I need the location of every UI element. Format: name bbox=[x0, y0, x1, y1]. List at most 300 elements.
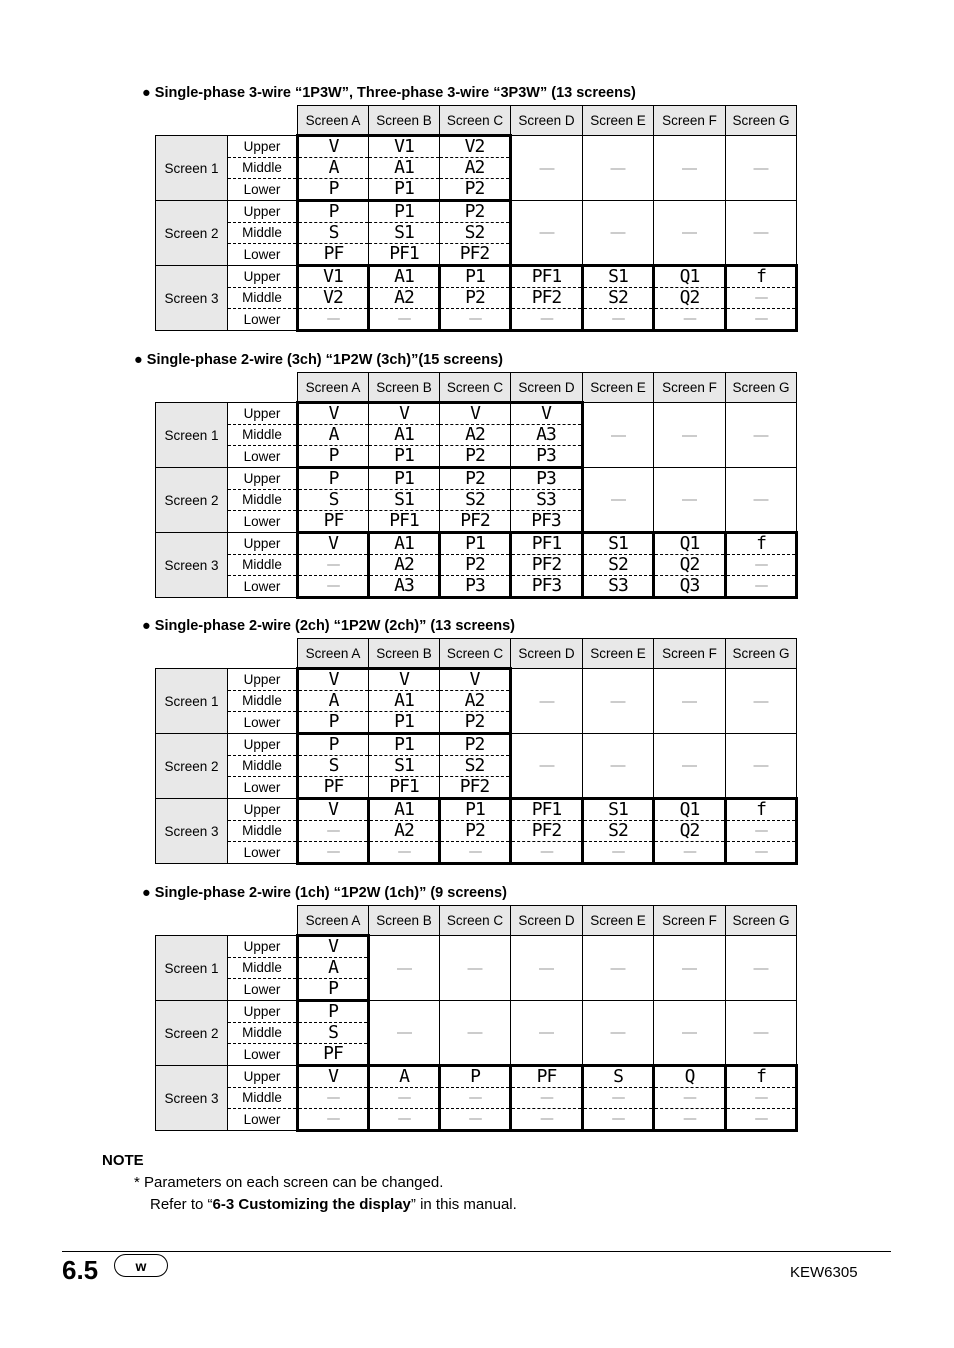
empty-value-dash: — bbox=[583, 1001, 654, 1066]
table-row bbox=[156, 288, 797, 309]
display-parameter: — bbox=[726, 842, 797, 864]
screen-name: Screen 2 bbox=[156, 1001, 228, 1066]
display-parameter: V1 bbox=[369, 136, 440, 158]
display-parameter: P bbox=[298, 979, 369, 1001]
display-parameter: — bbox=[654, 1109, 726, 1131]
position-label: Lower bbox=[228, 179, 298, 201]
display-parameter: V bbox=[298, 669, 369, 691]
table-row bbox=[156, 201, 797, 223]
w-icon-label: w bbox=[135, 1258, 147, 1274]
position-label: Lower bbox=[228, 777, 298, 799]
display-parameter: P2 bbox=[440, 821, 511, 842]
display-parameter: S1 bbox=[583, 266, 654, 288]
section-title-1p2w-3ch: ● Single-phase 2-wire (3ch) “1P2W (3ch)”(15 screens) bbox=[134, 352, 503, 368]
empty-value-dash: — bbox=[726, 403, 797, 468]
column-header: Screen D bbox=[511, 106, 583, 136]
screen-name: Screen 1 bbox=[156, 669, 228, 734]
display-parameter: PF1 bbox=[511, 799, 583, 821]
display-parameter: P2 bbox=[440, 446, 511, 468]
empty-value-dash: — bbox=[511, 1001, 583, 1066]
display-parameter: P bbox=[440, 1066, 511, 1088]
display-parameter: — bbox=[440, 1088, 511, 1109]
empty-value-dash: — bbox=[726, 669, 797, 734]
display-parameter: PF3 bbox=[511, 511, 583, 533]
screen-name: Screen 2 bbox=[156, 201, 228, 266]
display-parameter: P bbox=[298, 468, 369, 490]
column-header: Screen D bbox=[511, 373, 583, 403]
display-parameter: PF1 bbox=[511, 533, 583, 555]
display-parameter: P3 bbox=[511, 468, 583, 490]
display-parameter: PF bbox=[511, 1066, 583, 1088]
column-header: Screen C bbox=[440, 373, 511, 403]
screen-table-1p2w-2ch bbox=[155, 638, 798, 865]
position-label: Lower bbox=[228, 309, 298, 331]
display-parameter: — bbox=[726, 576, 797, 598]
column-header: Screen F bbox=[654, 106, 726, 136]
empty-value-dash: — bbox=[726, 468, 797, 533]
note-line-2-suffix: ” in this manual. bbox=[410, 1196, 517, 1213]
column-header: Screen B bbox=[369, 106, 440, 136]
position-label: Middle bbox=[228, 425, 298, 446]
position-label: Middle bbox=[228, 490, 298, 511]
display-parameter: — bbox=[511, 842, 583, 864]
position-label: Upper bbox=[228, 266, 298, 288]
display-parameter: Q2 bbox=[654, 821, 726, 842]
display-parameter: P1 bbox=[369, 179, 440, 201]
display-parameter: P1 bbox=[440, 533, 511, 555]
empty-value-dash: — bbox=[583, 136, 654, 201]
display-parameter: P bbox=[298, 201, 369, 223]
column-header: Screen A bbox=[298, 373, 369, 403]
display-parameter: f bbox=[726, 799, 797, 821]
display-parameter: P bbox=[298, 734, 369, 756]
empty-value-dash: — bbox=[654, 201, 726, 266]
display-parameter: V1 bbox=[298, 266, 369, 288]
display-parameter: PF bbox=[298, 777, 369, 799]
screen-name: Screen 1 bbox=[156, 936, 228, 1001]
display-parameter: P bbox=[298, 179, 369, 201]
display-parameter: S2 bbox=[440, 223, 511, 244]
empty-value-dash: — bbox=[511, 734, 583, 799]
position-label: Lower bbox=[228, 511, 298, 533]
empty-value-dash: — bbox=[583, 201, 654, 266]
column-header: Screen A bbox=[298, 106, 369, 136]
display-parameter: Q2 bbox=[654, 555, 726, 576]
column-header: Screen C bbox=[440, 639, 511, 669]
display-parameter: P2 bbox=[440, 201, 511, 223]
table-row bbox=[156, 533, 797, 555]
position-label: Upper bbox=[228, 1001, 298, 1023]
empty-value-dash: — bbox=[440, 936, 511, 1001]
column-header: Screen C bbox=[440, 106, 511, 136]
display-parameter: A1 bbox=[369, 533, 440, 555]
empty-value-dash: — bbox=[726, 136, 797, 201]
position-label: Middle bbox=[228, 1023, 298, 1044]
empty-value-dash: — bbox=[583, 734, 654, 799]
display-parameter: — bbox=[440, 1109, 511, 1131]
display-parameter: — bbox=[654, 309, 726, 331]
empty-value-dash: — bbox=[511, 136, 583, 201]
empty-value-dash: — bbox=[654, 936, 726, 1001]
note-line-2-prefix: Refer to “ bbox=[150, 1196, 213, 1213]
empty-value-dash: — bbox=[654, 734, 726, 799]
empty-value-dash: — bbox=[583, 669, 654, 734]
display-parameter: S2 bbox=[440, 490, 511, 511]
table-row bbox=[156, 821, 797, 842]
display-parameter: — bbox=[726, 821, 797, 842]
column-header: Screen E bbox=[583, 639, 654, 669]
table-row bbox=[156, 403, 797, 425]
display-parameter: S1 bbox=[583, 799, 654, 821]
display-parameter: PF1 bbox=[369, 777, 440, 799]
display-parameter: A1 bbox=[369, 691, 440, 712]
position-label: Upper bbox=[228, 468, 298, 490]
section-title-1p3w: ● Single-phase 3-wire “1P3W”, Three-phase 3-wire “3P3W” (13 screens) bbox=[142, 85, 636, 101]
display-parameter: A2 bbox=[369, 821, 440, 842]
position-label: Lower bbox=[228, 244, 298, 266]
header-row bbox=[156, 373, 797, 403]
display-parameter: PF1 bbox=[511, 266, 583, 288]
display-parameter: P1 bbox=[369, 712, 440, 734]
display-parameter: — bbox=[654, 1088, 726, 1109]
note-reference-link-text: 6-3 Customizing the display bbox=[212, 1196, 411, 1213]
display-parameter: S bbox=[298, 756, 369, 777]
display-parameter: P bbox=[298, 1001, 369, 1023]
display-parameter: P2 bbox=[440, 555, 511, 576]
position-label: Lower bbox=[228, 712, 298, 734]
display-parameter: S1 bbox=[369, 223, 440, 244]
position-label: Middle bbox=[228, 158, 298, 179]
display-parameter: V bbox=[440, 669, 511, 691]
position-label: Middle bbox=[228, 1088, 298, 1109]
column-header: Screen F bbox=[654, 906, 726, 936]
display-parameter: S1 bbox=[583, 533, 654, 555]
table-row bbox=[156, 734, 797, 756]
display-parameter: — bbox=[726, 309, 797, 331]
note-line-1: * Parameters on each screen can be changed. bbox=[134, 1174, 444, 1191]
display-parameter: P2 bbox=[440, 468, 511, 490]
position-label: Upper bbox=[228, 799, 298, 821]
position-label: Lower bbox=[228, 979, 298, 1001]
position-label: Upper bbox=[228, 403, 298, 425]
position-label: Lower bbox=[228, 576, 298, 598]
display-parameter: PF2 bbox=[440, 511, 511, 533]
display-parameter: P2 bbox=[440, 734, 511, 756]
w-icon bbox=[114, 1254, 168, 1277]
display-parameter: P2 bbox=[440, 288, 511, 309]
display-parameter: PF3 bbox=[511, 576, 583, 598]
display-parameter: S2 bbox=[440, 756, 511, 777]
display-parameter: — bbox=[298, 555, 369, 576]
screen-name: Screen 3 bbox=[156, 266, 228, 331]
empty-value-dash: — bbox=[654, 669, 726, 734]
table-row bbox=[156, 309, 797, 331]
column-header: Screen D bbox=[511, 639, 583, 669]
display-parameter: P2 bbox=[440, 179, 511, 201]
position-label: Middle bbox=[228, 958, 298, 979]
display-parameter: V bbox=[298, 136, 369, 158]
screen-table-1p2w-1ch bbox=[155, 905, 798, 1132]
position-label: Middle bbox=[228, 756, 298, 777]
position-label: Lower bbox=[228, 1109, 298, 1131]
blank-cell bbox=[156, 639, 298, 669]
display-parameter: S1 bbox=[369, 490, 440, 511]
column-header: Screen E bbox=[583, 373, 654, 403]
display-parameter: A bbox=[298, 158, 369, 179]
empty-value-dash: — bbox=[726, 1001, 797, 1066]
empty-value-dash: — bbox=[369, 936, 440, 1001]
display-parameter: S2 bbox=[583, 288, 654, 309]
empty-value-dash: — bbox=[583, 936, 654, 1001]
display-parameter: S2 bbox=[583, 555, 654, 576]
display-parameter: PF1 bbox=[369, 244, 440, 266]
position-label: Upper bbox=[228, 1066, 298, 1088]
display-parameter: P1 bbox=[369, 734, 440, 756]
display-parameter: A bbox=[298, 691, 369, 712]
display-parameter: A3 bbox=[369, 576, 440, 598]
empty-value-dash: — bbox=[726, 936, 797, 1001]
column-header: Screen E bbox=[583, 906, 654, 936]
table-row bbox=[156, 576, 797, 598]
display-parameter: S3 bbox=[583, 576, 654, 598]
display-parameter: PF2 bbox=[511, 555, 583, 576]
display-parameter: S bbox=[298, 490, 369, 511]
display-parameter: A2 bbox=[440, 425, 511, 446]
column-header: Screen G bbox=[726, 906, 797, 936]
footer-divider bbox=[62, 1251, 891, 1252]
table-row bbox=[156, 1088, 797, 1109]
display-parameter: — bbox=[369, 1088, 440, 1109]
display-parameter: Q2 bbox=[654, 288, 726, 309]
display-parameter: V bbox=[440, 403, 511, 425]
display-parameter: — bbox=[511, 1088, 583, 1109]
display-parameter: — bbox=[726, 288, 797, 309]
display-parameter: P1 bbox=[369, 446, 440, 468]
position-label: Upper bbox=[228, 136, 298, 158]
display-parameter: P bbox=[298, 712, 369, 734]
column-header: Screen B bbox=[369, 906, 440, 936]
position-label: Upper bbox=[228, 201, 298, 223]
section-title-1p2w-2ch: ● Single-phase 2-wire (2ch) “1P2W (2ch)” (13 screens) bbox=[142, 618, 515, 634]
display-parameter: f bbox=[726, 266, 797, 288]
display-parameter: — bbox=[511, 1109, 583, 1131]
empty-value-dash: — bbox=[583, 468, 654, 533]
display-parameter: V bbox=[298, 1066, 369, 1088]
empty-value-dash: — bbox=[726, 734, 797, 799]
screen-table-1p2w-3ch bbox=[155, 372, 798, 599]
table-row bbox=[156, 799, 797, 821]
display-parameter: A1 bbox=[369, 799, 440, 821]
display-parameter: S bbox=[298, 1023, 369, 1044]
screen-name: Screen 1 bbox=[156, 403, 228, 468]
page-number: 6.5 bbox=[62, 1255, 99, 1285]
display-parameter: Q bbox=[654, 1066, 726, 1088]
column-header: Screen A bbox=[298, 639, 369, 669]
empty-value-dash: — bbox=[654, 1001, 726, 1066]
table-row bbox=[156, 555, 797, 576]
column-header: Screen G bbox=[726, 639, 797, 669]
table-row bbox=[156, 1001, 797, 1023]
display-parameter: PF1 bbox=[369, 511, 440, 533]
header-row bbox=[156, 906, 797, 936]
display-parameter: f bbox=[726, 533, 797, 555]
table-row bbox=[156, 1066, 797, 1088]
display-parameter: A bbox=[298, 425, 369, 446]
display-parameter: — bbox=[298, 309, 369, 331]
position-label: Upper bbox=[228, 734, 298, 756]
display-parameter: PF2 bbox=[511, 288, 583, 309]
display-parameter: A1 bbox=[369, 266, 440, 288]
position-label: Upper bbox=[228, 669, 298, 691]
display-parameter: V bbox=[369, 669, 440, 691]
display-parameter: — bbox=[583, 309, 654, 331]
display-parameter: V bbox=[369, 403, 440, 425]
column-header: Screen E bbox=[583, 106, 654, 136]
display-parameter: — bbox=[726, 555, 797, 576]
display-parameter: A3 bbox=[511, 425, 583, 446]
position-label: Middle bbox=[228, 288, 298, 309]
display-parameter: PF bbox=[298, 511, 369, 533]
empty-value-dash: — bbox=[511, 669, 583, 734]
display-parameter: — bbox=[583, 1088, 654, 1109]
column-header: Screen F bbox=[654, 639, 726, 669]
display-parameter: A2 bbox=[369, 555, 440, 576]
empty-value-dash: — bbox=[654, 403, 726, 468]
column-header: Screen G bbox=[726, 106, 797, 136]
empty-value-dash: — bbox=[511, 936, 583, 1001]
display-parameter: — bbox=[298, 821, 369, 842]
table-row bbox=[156, 1109, 797, 1131]
display-parameter: P1 bbox=[369, 201, 440, 223]
display-parameter: — bbox=[369, 1109, 440, 1131]
display-parameter: — bbox=[511, 309, 583, 331]
display-parameter: P1 bbox=[440, 799, 511, 821]
display-parameter: V bbox=[511, 403, 583, 425]
display-parameter: P1 bbox=[369, 468, 440, 490]
display-parameter: — bbox=[583, 842, 654, 864]
display-parameter: V bbox=[298, 936, 369, 958]
display-parameter: V bbox=[298, 533, 369, 555]
display-parameter: V bbox=[298, 403, 369, 425]
display-parameter: — bbox=[440, 842, 511, 864]
display-parameter: V2 bbox=[298, 288, 369, 309]
display-parameter: A bbox=[298, 958, 369, 979]
blank-cell bbox=[156, 906, 298, 936]
display-parameter: — bbox=[369, 309, 440, 331]
display-parameter: P3 bbox=[511, 446, 583, 468]
screen-name: Screen 1 bbox=[156, 136, 228, 201]
screen-name: Screen 3 bbox=[156, 1066, 228, 1131]
column-header: Screen D bbox=[511, 906, 583, 936]
screen-name: Screen 2 bbox=[156, 468, 228, 533]
position-label: Middle bbox=[228, 555, 298, 576]
position-label: Upper bbox=[228, 936, 298, 958]
display-parameter: S bbox=[583, 1066, 654, 1088]
display-parameter: P2 bbox=[440, 712, 511, 734]
display-parameter: A2 bbox=[440, 691, 511, 712]
empty-value-dash: — bbox=[511, 201, 583, 266]
display-parameter: Q1 bbox=[654, 799, 726, 821]
empty-value-dash: — bbox=[726, 201, 797, 266]
table-row bbox=[156, 669, 797, 691]
position-label: Middle bbox=[228, 691, 298, 712]
display-parameter: P1 bbox=[440, 266, 511, 288]
display-parameter: S bbox=[298, 223, 369, 244]
display-parameter: PF2 bbox=[511, 821, 583, 842]
empty-value-dash: — bbox=[583, 403, 654, 468]
screen-name: Screen 3 bbox=[156, 533, 228, 598]
display-parameter: A2 bbox=[369, 288, 440, 309]
display-parameter: — bbox=[298, 842, 369, 864]
display-parameter: — bbox=[369, 842, 440, 864]
position-label: Lower bbox=[228, 446, 298, 468]
model-name: KEW6305 bbox=[790, 1264, 858, 1281]
display-parameter: — bbox=[440, 309, 511, 331]
display-parameter: — bbox=[298, 1109, 369, 1131]
blank-cell bbox=[156, 106, 298, 136]
empty-value-dash: — bbox=[654, 468, 726, 533]
column-header: Screen F bbox=[654, 373, 726, 403]
position-label: Upper bbox=[228, 533, 298, 555]
display-parameter: P bbox=[298, 446, 369, 468]
note-line-2 bbox=[150, 1196, 517, 1213]
display-parameter: — bbox=[583, 1109, 654, 1131]
display-parameter: PF bbox=[298, 244, 369, 266]
display-parameter: PF2 bbox=[440, 244, 511, 266]
display-parameter: — bbox=[654, 842, 726, 864]
position-label: Lower bbox=[228, 1044, 298, 1066]
table-row bbox=[156, 468, 797, 490]
screen-name: Screen 3 bbox=[156, 799, 228, 864]
column-header: Screen G bbox=[726, 373, 797, 403]
display-parameter: Q1 bbox=[654, 533, 726, 555]
display-parameter: — bbox=[298, 1088, 369, 1109]
display-parameter: S2 bbox=[583, 821, 654, 842]
position-label: Middle bbox=[228, 821, 298, 842]
display-parameter: PF2 bbox=[440, 777, 511, 799]
column-header: Screen A bbox=[298, 906, 369, 936]
display-parameter: S1 bbox=[369, 756, 440, 777]
column-header: Screen C bbox=[440, 906, 511, 936]
screen-table-1p3w bbox=[155, 105, 798, 332]
display-parameter: A2 bbox=[440, 158, 511, 179]
display-parameter: A1 bbox=[369, 158, 440, 179]
note-heading: NOTE bbox=[102, 1152, 144, 1169]
empty-value-dash: — bbox=[369, 1001, 440, 1066]
header-row bbox=[156, 106, 797, 136]
screen-name: Screen 2 bbox=[156, 734, 228, 799]
display-parameter: A bbox=[369, 1066, 440, 1088]
display-parameter: Q1 bbox=[654, 266, 726, 288]
display-parameter: — bbox=[726, 1109, 797, 1131]
blank-cell bbox=[156, 373, 298, 403]
display-parameter: — bbox=[726, 1088, 797, 1109]
display-parameter: V bbox=[298, 799, 369, 821]
position-label: Lower bbox=[228, 842, 298, 864]
column-header: Screen B bbox=[369, 639, 440, 669]
display-parameter: PF bbox=[298, 1044, 369, 1066]
display-parameter: S3 bbox=[511, 490, 583, 511]
table-row bbox=[156, 136, 797, 158]
column-header: Screen B bbox=[369, 373, 440, 403]
display-parameter: Q3 bbox=[654, 576, 726, 598]
header-row bbox=[156, 639, 797, 669]
table-row bbox=[156, 266, 797, 288]
position-label: Middle bbox=[228, 223, 298, 244]
section-title-1p2w-1ch: ● Single-phase 2-wire (1ch) “1P2W (1ch)” (9 screens) bbox=[142, 885, 507, 901]
display-parameter: P3 bbox=[440, 576, 511, 598]
display-parameter: — bbox=[298, 576, 369, 598]
